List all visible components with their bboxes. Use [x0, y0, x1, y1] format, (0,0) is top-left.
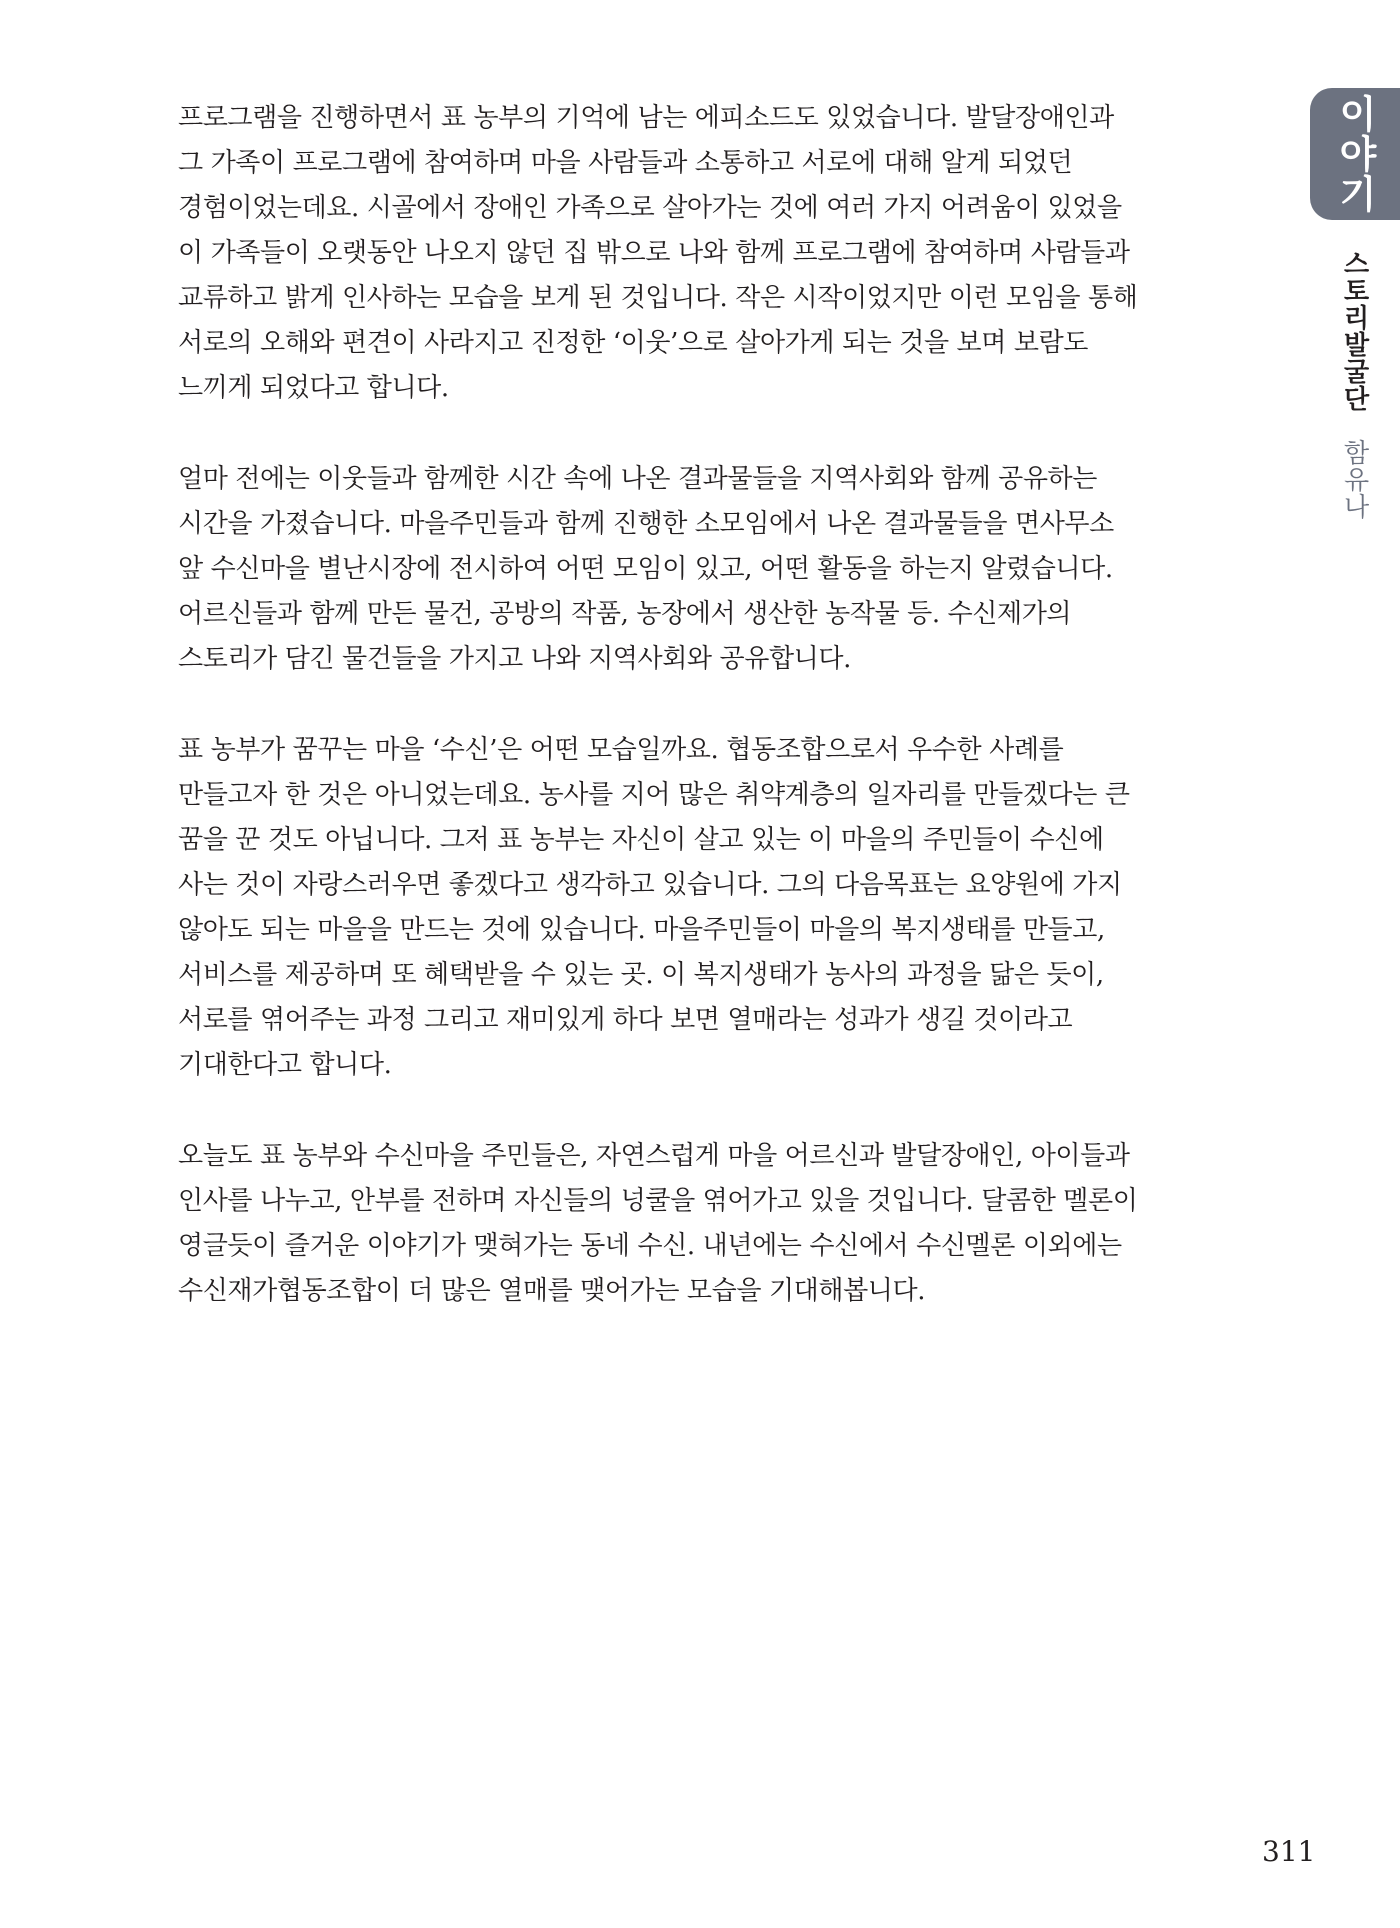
page-number: 311 [1262, 1835, 1316, 1868]
body-text [178, 96, 1178, 1360]
text-line: 않아도 되는 마을을 만드는 것에 있습니다. 마을주민들이 마을의 복지생태를 만들고, [178, 915, 1105, 945]
text-line: 수신재가협동조합이 더 많은 열매를 맺어가는 모습을 기대해봅니다. [178, 1276, 926, 1306]
text-line: 경험이었는데요. 시골에서 장애인 가족으로 살아가는 것에 여러 가지 어려움이 있었을 [178, 193, 1122, 223]
running-header-author: 함유나 [1339, 439, 1369, 521]
text-line: 서비스를 제공하며 또 혜택받을 수 있는 곳. 이 복지생태가 농사의 과정을 닮은 듯이, [178, 960, 1104, 990]
paragraph-1 [178, 96, 1178, 411]
text-line: 오늘도 표 농부와 수신마을 주민들은, 자연스럽게 마을 어르신과 발달장애인, 아이들과 [178, 1141, 1130, 1171]
text-line: 시간을 가졌습니다. 마을주민들과 함께 진행한 소모임에서 나온 결과물들을 면사무소 [178, 509, 1114, 539]
text-line: 얼마 전에는 이웃들과 함께한 시간 속에 나온 결과물들을 지역사회와 함께 공유하는 [178, 464, 1097, 494]
text-line: 꿈을 꾼 것도 아닙니다. 그저 표 농부는 자신이 살고 있는 이 마을의 주민들이 수신에 [178, 825, 1104, 855]
text-line: 그 가족이 프로그램에 참여하며 마을 사람들과 소통하고 서로에 대해 알게 되었던 [178, 148, 1073, 178]
text-line: 교류하고 밝게 인사하는 모습을 보게 된 것입니다. 작은 시작이었지만 이런 모임을 통해 [178, 283, 1138, 313]
chapter-tab-label: 이야기 [1332, 94, 1377, 214]
chapter-tab [1310, 88, 1400, 220]
text-line: 프로그램을 진행하면서 표 농부의 기억에 남는 에피소드도 있었습니다. 발달장애인과 [178, 103, 1114, 133]
paragraph-3 [178, 728, 1178, 1088]
text-line: 기대한다고 합니다. [178, 1050, 392, 1080]
running-header-title: 스토리발굴단 [1339, 250, 1369, 412]
text-line: 영글듯이 즐거운 이야기가 맺혀가는 동네 수신. 내년에는 수신에서 수신멜론 이외에는 [178, 1231, 1122, 1261]
text-line: 앞 수신마을 별난시장에 전시하여 어떤 모임이 있고, 어떤 활동을 하는지 알렸습니다. [178, 554, 1113, 584]
text-line: 서로의 오해와 편견이 사라지고 진정한 ‘이웃’으로 살아가게 되는 것을 보며 보람도 [178, 328, 1089, 358]
paragraph-2 [178, 457, 1178, 682]
text-line: 만들고자 한 것은 아니었는데요. 농사를 지어 많은 취약계층의 일자리를 만들겠다는 큰 [178, 780, 1130, 810]
text-line: 서로를 엮어주는 과정 그리고 재미있게 하다 보면 열매라는 성과가 생길 것이라고 [178, 1005, 1073, 1035]
text-line: 스토리가 담긴 물건들을 가지고 나와 지역사회와 공유합니다. [178, 644, 851, 674]
paragraph-4 [178, 1134, 1178, 1314]
text-line: 어르신들과 함께 만든 물건, 공방의 작품, 농장에서 생산한 농작물 등. 수신제가의 [178, 599, 1072, 629]
text-line: 이 가족들이 오랫동안 나오지 않던 집 밖으로 나와 함께 프로그램에 참여하며 사람들과 [178, 238, 1130, 268]
text-line: 사는 것이 자랑스러우면 좋겠다고 생각하고 있습니다. 그의 다음목표는 요양원에 가지 [178, 870, 1122, 900]
text-line: 표 농부가 꿈꾸는 마을 ‘수신’은 어떤 모습일까요. 협동조합으로서 우수한 사례를 [178, 735, 1064, 765]
text-line: 인사를 나누고, 안부를 전하며 자신들의 넝쿨을 엮어가고 있을 것입니다. 달콤한 멜론이 [178, 1186, 1138, 1216]
running-header [1336, 250, 1373, 520]
text-line: 느끼게 되었다고 합니다. [178, 373, 449, 403]
